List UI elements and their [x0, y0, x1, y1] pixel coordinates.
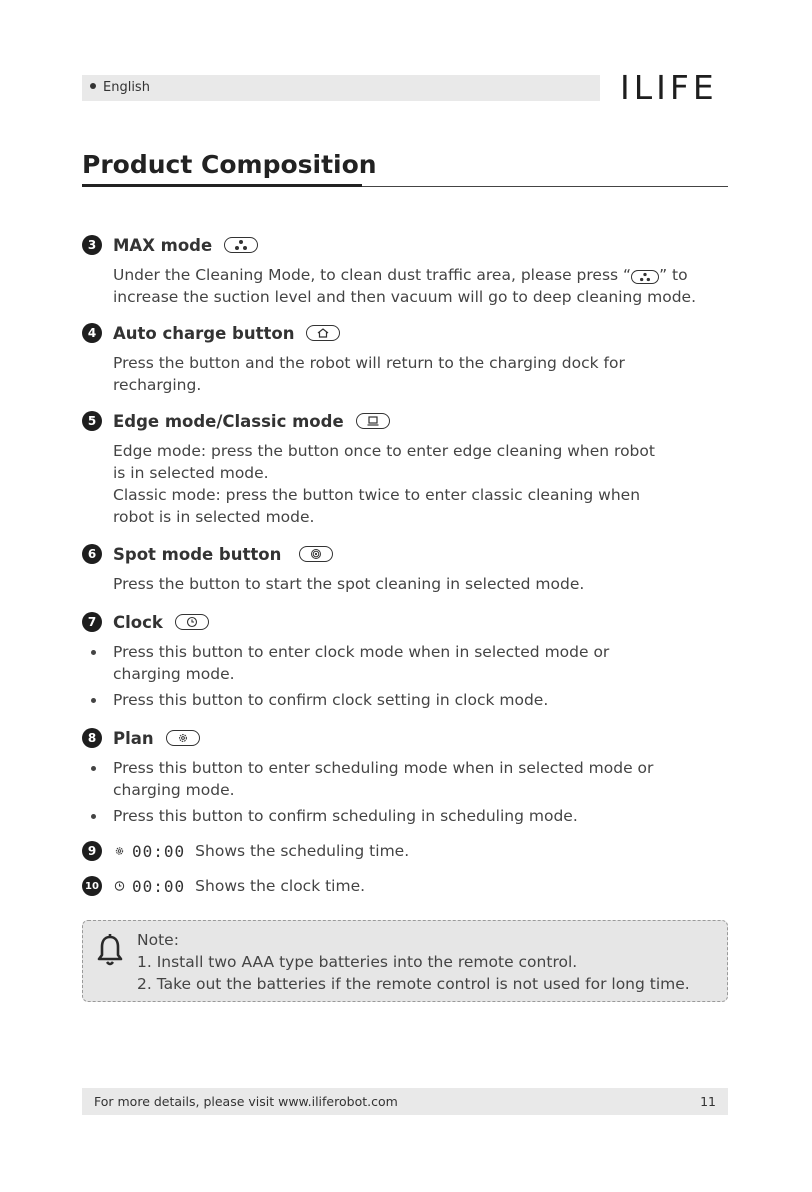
note-box: [82, 920, 728, 1002]
note-line: 2. Take out the batteries if the remote control is not used for long time.: [137, 975, 690, 993]
auto-charge-button-icon: [306, 325, 340, 341]
edge-mode-button-icon: [356, 413, 390, 429]
gear-icon: [113, 845, 126, 857]
footer-bar: [82, 1088, 728, 1115]
section-heading: Edge mode/Classic mode: [113, 411, 344, 431]
edge-classic-desc: [113, 440, 733, 528]
desc-text: Press the button to start the spot cleaning in selected mode.: [113, 575, 585, 593]
list-item: [91, 757, 731, 801]
desc-text: increase the suction level and then vacuum will go to deep cleaning mode.: [113, 288, 696, 306]
bullet-dot: [91, 698, 96, 703]
segment-display: 00:00: [132, 876, 186, 896]
display-caption: Shows the scheduling time.: [195, 842, 410, 860]
note-label: Note:: [137, 931, 179, 949]
desc-text: Classic mode: press the button twice to enter classic cleaning when: [113, 486, 641, 504]
list-item: [91, 805, 731, 827]
desc-text: is in selected mode.: [113, 464, 269, 482]
bullet-dot: [91, 814, 96, 819]
title-underline: [82, 184, 362, 187]
section-number: 7: [82, 612, 102, 632]
note-line: 1. Install two AAA type batteries into the remote control.: [137, 953, 578, 971]
section-max-mode: [82, 234, 258, 256]
clock-icon: [185, 616, 199, 628]
section-heading: Clock: [113, 612, 163, 632]
section-clock: [82, 611, 209, 633]
max-mode-button-icon: [224, 237, 258, 253]
section-number: 3: [82, 235, 102, 255]
auto-charge-desc: [113, 352, 733, 396]
max-mode-desc: [113, 264, 733, 308]
section-number: 5: [82, 411, 102, 431]
section-auto-charge: [82, 322, 340, 344]
bullet-text: charging mode.: [113, 781, 235, 799]
desc-text: ” to: [659, 266, 688, 284]
bullet-dot: [90, 83, 96, 89]
segment-display: 00:00: [132, 841, 186, 861]
section-number: 9: [82, 841, 102, 861]
list-item: [91, 641, 731, 685]
plan-button-icon: [166, 730, 200, 746]
bullet-text: Press this button to enter scheduling mode when in selected mode or: [113, 759, 654, 777]
spot-mode-button-icon: [299, 546, 333, 562]
clock-icon: [113, 880, 126, 892]
section-number: 10: [82, 876, 102, 896]
section-spot-mode: [82, 543, 333, 565]
section-heading: MAX mode: [113, 235, 213, 255]
edge-icon: [366, 415, 380, 427]
fan-icon: [234, 239, 248, 251]
clock-button-icon: [175, 614, 209, 630]
bullet-dot: [91, 766, 96, 771]
spot-mode-desc: [113, 573, 733, 595]
display-scheduling-time: [82, 840, 409, 862]
bell-icon: [95, 933, 125, 969]
spiral-icon: [309, 548, 323, 560]
bullet-text: Press this button to enter clock mode when in selected mode or: [113, 643, 610, 661]
brand-logo: ILIFE: [620, 68, 718, 107]
bullet-text: Press this button to confirm clock setting in clock mode.: [113, 691, 549, 709]
bullet-text: charging mode.: [113, 665, 235, 683]
display-clock-time: [82, 875, 365, 897]
desc-text: robot is in selected mode.: [113, 508, 315, 526]
home-icon: [316, 327, 330, 339]
section-edge-classic: [82, 410, 390, 432]
desc-text: recharging.: [113, 376, 202, 394]
footer-text: For more details, please visit www.iliferobot.com: [94, 1094, 398, 1109]
language-bar: [82, 75, 600, 101]
section-number: 4: [82, 323, 102, 343]
bullet-text: Press this button to confirm scheduling in scheduling mode.: [113, 807, 578, 825]
desc-text: Edge mode: press the button once to enter edge cleaning when robot: [113, 442, 655, 460]
gear-icon: [176, 732, 190, 744]
language-label: English: [103, 80, 150, 95]
page-number: 11: [700, 1094, 716, 1109]
section-heading: Spot mode button: [113, 544, 282, 564]
desc-text: Press the button and the robot will return to the charging dock for: [113, 354, 625, 372]
fan-icon: [639, 272, 651, 282]
section-heading: Plan: [113, 728, 154, 748]
list-item: [91, 689, 731, 711]
fan-inline-icon: [631, 270, 659, 284]
bullet-dot: [91, 650, 96, 655]
section-plan: [82, 727, 200, 749]
section-heading: Auto charge button: [113, 323, 295, 343]
desc-text: Under the Cleaning Mode, to clean dust traffic area, please press “: [113, 266, 632, 284]
section-number: 6: [82, 544, 102, 564]
display-caption: Shows the clock time.: [195, 877, 366, 895]
page-title: Product Composition: [82, 150, 377, 179]
section-number: 8: [82, 728, 102, 748]
